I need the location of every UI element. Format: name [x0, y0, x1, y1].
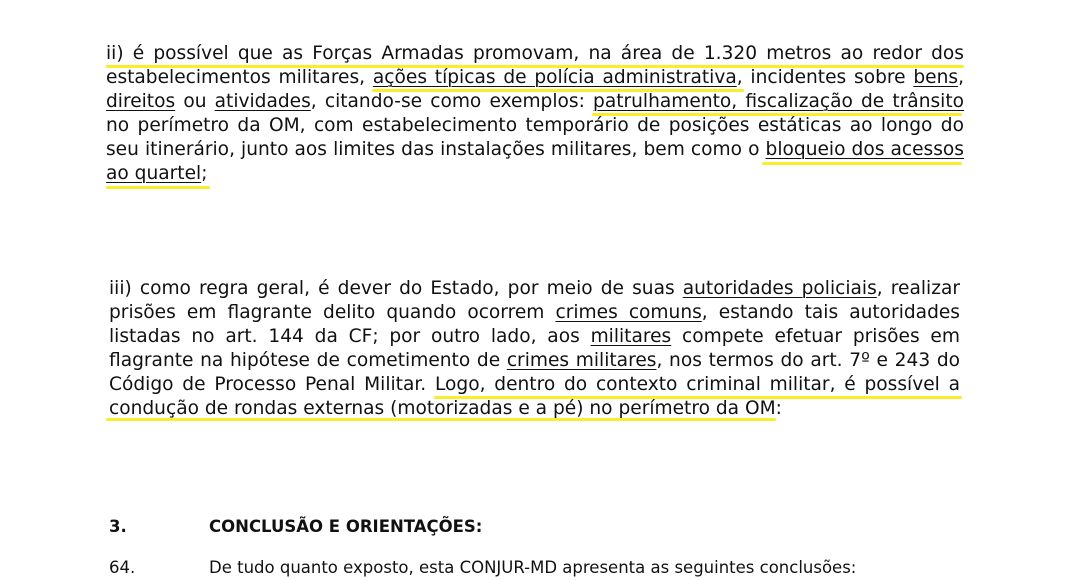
phrase-bens: bens	[913, 67, 959, 88]
paragraph-ii-text: no perímetro da OM, com estabelecimento temporário de posições estáticas ao longo do seu itinerário, junto aos limites das instalações militares, bem como o	[106, 115, 964, 160]
highlight-mark-line	[106, 186, 210, 189]
paragraph-iii-text: , estando tais autoridades listadas no art. 144 da CF; por outro lado, aos	[109, 302, 960, 347]
paragraph-iii-prefix: iii) como regra geral, é dever do Estado, por meio de suas	[109, 278, 683, 299]
phrase-atividades: atividades	[214, 91, 311, 112]
phrase-crimes-comuns: crimes comuns	[555, 302, 702, 323]
section-number: 3.	[109, 517, 127, 536]
paragraph-ii-text: , citando-se como exemplos:	[310, 91, 594, 112]
phrase-crimes-militares: crimes militares	[506, 350, 657, 371]
paragraph-ii-text: ,	[958, 67, 964, 88]
paragraph-iii	[109, 277, 960, 421]
paragraph-ii-end: ;	[201, 163, 208, 184]
phrase-autoridades-policiais: autoridades policiais	[682, 278, 877, 299]
paragraph-ii-text: , incidentes sobre	[736, 67, 914, 88]
paragraph-ii	[106, 42, 964, 186]
paragraph-iii-text: , realizar prisões em flagrante delito quando ocorrem	[109, 278, 960, 323]
phrase-direitos: direitos	[106, 91, 176, 112]
phrase-patrulhamento: patrulhamento, fiscalização de trânsito	[593, 91, 965, 112]
phrase-logo-rondas: Logo, dentro do contexto criminal militar, é possível a condução de rondas externas (motorizadas e a pé) no perímetro da OM	[109, 374, 961, 419]
paragraph-iii-text: compete efetuar prisões em flagrante na hipótese de cometimento de	[109, 326, 960, 371]
section-title: CONCLUSÃO E ORIENTAÇÕES:	[209, 517, 483, 536]
item-number: 64.	[109, 558, 136, 577]
phrase-acoes-policia: ações típicas de polícia administrativa	[372, 67, 737, 88]
paragraph-iii-text: , nos termos do art. 7º e 243 do Código de Processo Penal Militar.	[109, 350, 961, 395]
paragraph-ii-prefix: ii) é possível que as Forças Armadas promovam, na área de 1.320 metros ao redor dos estabelecimentos militares,	[106, 43, 964, 88]
paragraph-ii-text: ou	[175, 91, 215, 112]
phrase-bloqueio: bloqueio dos acessos ao quartel	[106, 139, 964, 184]
phrase-militares: militares	[590, 326, 672, 347]
paragraph-iii-end: :	[775, 398, 782, 419]
item-text: De tudo quanto exposto, esta CONJUR-MD apresenta as seguintes conclusões:	[209, 558, 857, 577]
